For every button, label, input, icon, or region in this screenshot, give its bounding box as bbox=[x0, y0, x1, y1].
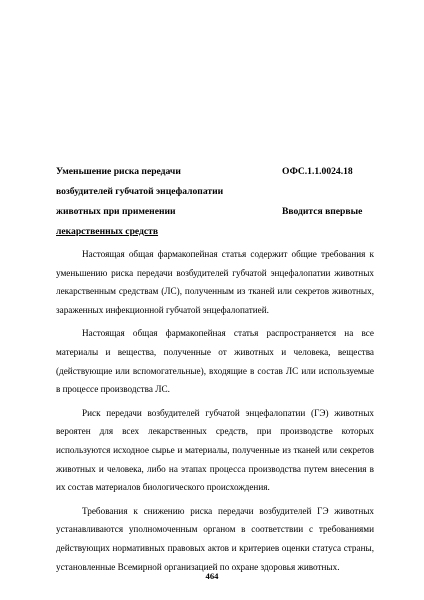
article-body bbox=[56, 245, 374, 581]
article-title-line-4: лекарственных средств bbox=[56, 226, 159, 237]
article-title-line-2: возбудителей губчатой энцефалопатии bbox=[56, 186, 224, 197]
article-status: Вводится впервые bbox=[282, 206, 363, 217]
article-code: ОФС.1.1.0024.18 bbox=[282, 166, 353, 177]
article-header bbox=[56, 162, 374, 242]
paragraph-4: Требования к снижению риска передачи возбудителей ГЭ животных устанавливаются уполномоченным органом в соответствии с требованиями действующих нормативных правовых актов и критериев оценки статуса страны, установленные Всемирной организацией по охране здоровья животных. bbox=[56, 505, 374, 572]
paragraph-2: Настоящая общая фармакопейная статья распространяется на все материалы и вещества, полученные от животных и человека, вещества (действующие или вспомогательные), входящие в состав ЛС или используемые в процессе производства ЛС. bbox=[56, 328, 374, 395]
paragraph-3: Риск передачи возбудителей губчатой энцефалопатии (ГЭ) животных вероятен для всех лекарственных средств, при производстве которых используются исходное сырье и материалы, полученные из тканей или секретов животных и человека, либо на этапах процесса производства путем внесения в их состав материалов биологического происхождения. bbox=[56, 407, 374, 493]
header-row-4 bbox=[56, 222, 374, 242]
article-title-line-3: животных при применении bbox=[56, 206, 176, 217]
paragraph-1: Настоящая общая фармакопейная статья содержит общие требования к уменьшению риска передачи возбудителей губчатой энцефалопатии животных лекарственным средствам (ЛС), полученным из тканей или секретов животных, зараженных инфекционной губчатой энцефалопатией. bbox=[56, 249, 374, 315]
article-title-line-1: Уменьшение риска передачи bbox=[56, 166, 181, 177]
header-row-1 bbox=[56, 162, 374, 182]
page-number: 464 bbox=[205, 571, 219, 581]
header-row-2 bbox=[56, 182, 374, 202]
header-row-3 bbox=[56, 202, 374, 222]
